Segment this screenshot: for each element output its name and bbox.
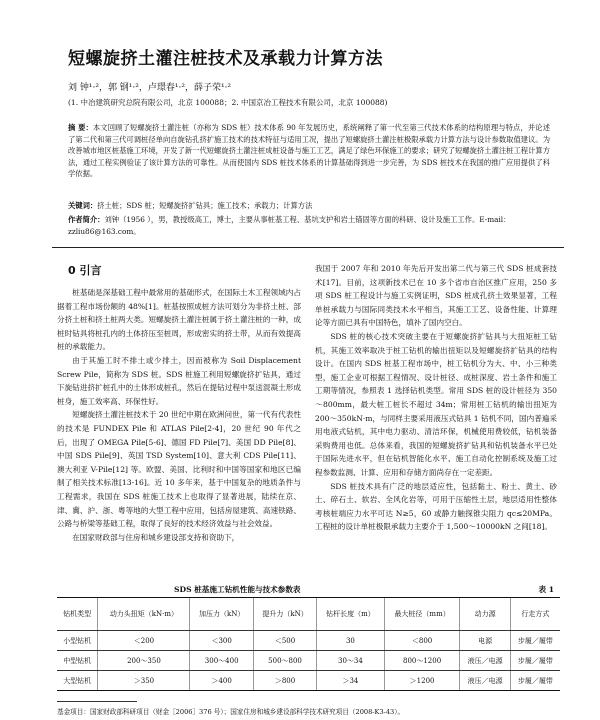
table-number: 表 1 <box>538 585 554 594</box>
table-cell: ＜800 <box>384 631 460 651</box>
table-cell: 800～1200 <box>384 651 460 671</box>
footnote-divider <box>57 701 137 702</box>
table-cell: 200～350 <box>98 651 190 671</box>
table-cell: 30～34 <box>317 651 384 671</box>
table-cell: ＞800 <box>253 671 316 691</box>
keywords-label: 关键词： <box>68 201 98 210</box>
paragraph: 短螺旋挤土灌注桩技术于 20 世纪中期在欧洲问世，第一代有代表性的技术是 FUNDEX Pile 和 ATLAS Pile[2-4]，20 世纪 90 年代之后，出现了 OMEGA Pile[5-6]、德国 FD Pile[7]、美国 DD Pile[8]、中国 SDS Pile[9]、英国 TSD System[10]、意大利 CDS Pile[11]、澳大利亚 V-Pile[12] 等。欧盟、美国、比利时和中国等国家和地区已编制了相关技术标准[13-16]。近 10 多年来，基于中国复杂的地质条件与工程需求，我国在 SDS 桩施工技术上也取得了显著进展，陆续在京、津、冀、沪、浙、粤等地的大型工程中应用，包括房屋建筑、高速铁路、公路与桥梁等基础工程，取得了良好的技术经济效益与社会效益。 <box>57 410 301 529</box>
paragraph: SDS 桩的核心技术突破主要在于短螺旋挤扩钻具与大扭矩桩工钻机，其施工效率取决于桩工钻机的输出扭矩以及短螺旋挤扩钻具的结构设计。在国内 SDS 桩基工程市场中，桩工钻机分为大、中、小三种类型，施工企业可根据工程情况、设计桩径、成桩深度、岩土条件和施工工期等情况，参照表 1 选择钻机类型。常用 SDS 桩的设计桩径为 350～800mm，最大桩工桩长不超过 34m；常用桩工钻机的输出扭矩为 200～350kN·m，与同样主要采用液压式钻具 1 钻机不同，国内普遍采用电液式钻机，其中电力驱动、清洁环保，机械使用费较低，钻机装备采购费用也低。总体来看，我国的短螺旋挤扩钻具和钻机装备水平已处于国际先进水平，但在钻机智能化水平、施工自动化控制系统及施工过程参数监测、计算、应用和存储方面尚存在一定差距。 <box>315 331 557 477</box>
table-header-row <box>57 598 560 631</box>
paragraph: 在国家财政部与住房和城乡建设部支持和资助下， <box>72 532 240 542</box>
table-cell: 步履／履带 <box>510 671 560 691</box>
header-divider <box>52 247 564 248</box>
rig-spec-table <box>57 597 560 691</box>
table-header-cell: 行走方式 <box>510 598 560 631</box>
abstract <box>68 122 550 180</box>
table-cell: 中型钻机 <box>57 651 98 671</box>
right-column <box>315 262 557 534</box>
table-cell: ＜500 <box>253 631 316 651</box>
table-caption <box>174 584 560 595</box>
table-cell: 300～400 <box>190 651 253 671</box>
author-info-text: 刘钟（1956 ），男，教授级高工，博士，主要从事桩基工程、基坑支护和岩土锚固等方面的科研、设计及施工工作。E-mail：zzliu86@163.com。 <box>68 215 511 236</box>
left-column <box>57 286 301 544</box>
table-cell: ＞1200 <box>384 671 460 691</box>
paragraph: SDS 桩技术具有广泛的地层适应性，包括黏土、粉土、黄土、砂土、碎石土、软岩、全风化岩等，可用于压缩性土层，地层适用性整体考核桩端应力水平可达 N≥5，60 或静力触探锥尖阻力 qc≤20MPa。工程桩的设计单桩极限承载力主要介于 1,500～10000kN 之间[18]。 <box>315 481 557 532</box>
table-header-cell: 钻杆长度（m） <box>317 598 384 631</box>
paper-title: 短螺旋挤土灌注桩技术及承载力计算方法 <box>68 49 383 69</box>
table-header-cell: 动力头扭矩（kN·m） <box>98 598 190 631</box>
paragraph: 桩基础是深基础工程中最常用的基础形式，在国际土木工程领域内占据着工程市场份额的 48%[1]。桩基按照成桩方法可划分为非挤土桩、部分挤土桩和挤土桩两大类。短螺旋挤土灌注桩属于挤土灌注桩的一种，成桩时钻具将桩孔内的土体挤压至桩周，形成密实的挤土带，从而有效提高桩的承载能力。 <box>57 288 301 352</box>
table-caption-text: SDS 桩基施工钻机性能与技术参数表 <box>174 585 301 594</box>
table-header-cell: 提升力（kN） <box>253 598 316 631</box>
table-row <box>57 651 560 671</box>
keywords-text: 挤土桩；SDS 桩；短螺旋挤扩钻具；施工技术；承载力；计算方法 <box>97 201 313 210</box>
table-cell: ＞350 <box>98 671 190 691</box>
table-row <box>57 671 560 691</box>
table-header-cell: 最大桩径（mm） <box>384 598 460 631</box>
author-list: 刘 钟¹·²，郭 钢¹·²，卢璟春¹·²，薛子荣¹·² <box>68 83 232 93</box>
table-cell: ＜300 <box>190 631 253 651</box>
table-cell: 500～800 <box>253 651 316 671</box>
table-cell: ＞400 <box>190 671 253 691</box>
abstract-label: 摘 要： <box>68 123 93 132</box>
author-info <box>68 214 550 237</box>
section-heading: 0 引言 <box>68 264 102 277</box>
keywords <box>68 200 550 212</box>
paragraph: 由于其施工时不排土或少排土，因而被称为 Soil Displacement Screw Pile，简称为 SDS 桩。SDS 桩施工利用短螺旋挤扩钻具，通过下旋钻进挤扩桩孔中的土体形成桩孔，然后在提钻过程中泵送混凝土形成桩身，施工效率高、环保性好。 <box>57 355 301 406</box>
table-cell: ＞34 <box>317 671 384 691</box>
table-cell: 步履／履带 <box>510 631 560 651</box>
table-header-cell: 钻机类型 <box>57 598 98 631</box>
table-cell: 步履／履带 <box>510 651 560 671</box>
footnote: 基金项目：国家财政部科研项目（财金［2006］376 号）；国家住房和城乡建设部科学技术研究项目（2008-K3-43）。 <box>57 708 405 716</box>
table-row <box>57 631 560 651</box>
table-cell: 30 <box>317 631 384 651</box>
table-cell: 小型钻机 <box>57 631 98 651</box>
table-cell: 液压／电源 <box>460 671 510 691</box>
table-cell: 电源 <box>460 631 510 651</box>
table-cell: ＜200 <box>98 631 190 651</box>
paragraph: 我国于 2007 年和 2010 年先后开发出第二代与第三代 SDS 桩成套技术[17]。目前，这项新技术已在 10 多个省市自治区推广应用，250 多项 SDS 桩工程设计与施工实例证明，SDS 桩成孔挤土效果显著，工程单桩承载力与国际同类技术水平相当，其施工工艺、设备性能、计算理论等方面已具有中国特色，填补了国内空白。 <box>315 264 557 328</box>
author-info-label: 作者简介： <box>68 215 105 224</box>
table-cell: 液压／电源 <box>460 651 510 671</box>
affiliation: (1. 中冶建筑研究总院有限公司，北京 100088；2. 中国京冶工程技术有限公司，北京 100088) <box>68 98 388 107</box>
table-header-cell: 加压力（kN） <box>190 598 253 631</box>
table-cell: 大型钻机 <box>57 671 98 691</box>
table-header-cell: 动力源 <box>460 598 510 631</box>
abstract-text: 本文回顾了短螺旋挤土灌注桩（亦称为 SDS 桩）技术体系 90 年发展历史，系统阐释了第一代至第三代技术体系的结构原理与特点，并论述了第二代和第三代可调桩径单向自旋钻孔挤扩施工技术的技术特征与适用工况，提出了短螺旋挤土灌注桩极限承载力计算方法与设计参数取值建议。为改善城市地区桩基施工环境，开发了新一代短螺旋挤土灌注桩成桩设备与施工工艺，满足了绿色环保施工的要求；研究了短螺旋挤土灌注桩工程计算方法，通过工程实例验证了该计算方法的可靠性。从而使国内 SDS 桩技术体系的计算基础得到进一步完善，为 SDS 桩技术在我国的推广应用提供了科学依据。 <box>68 123 550 179</box>
